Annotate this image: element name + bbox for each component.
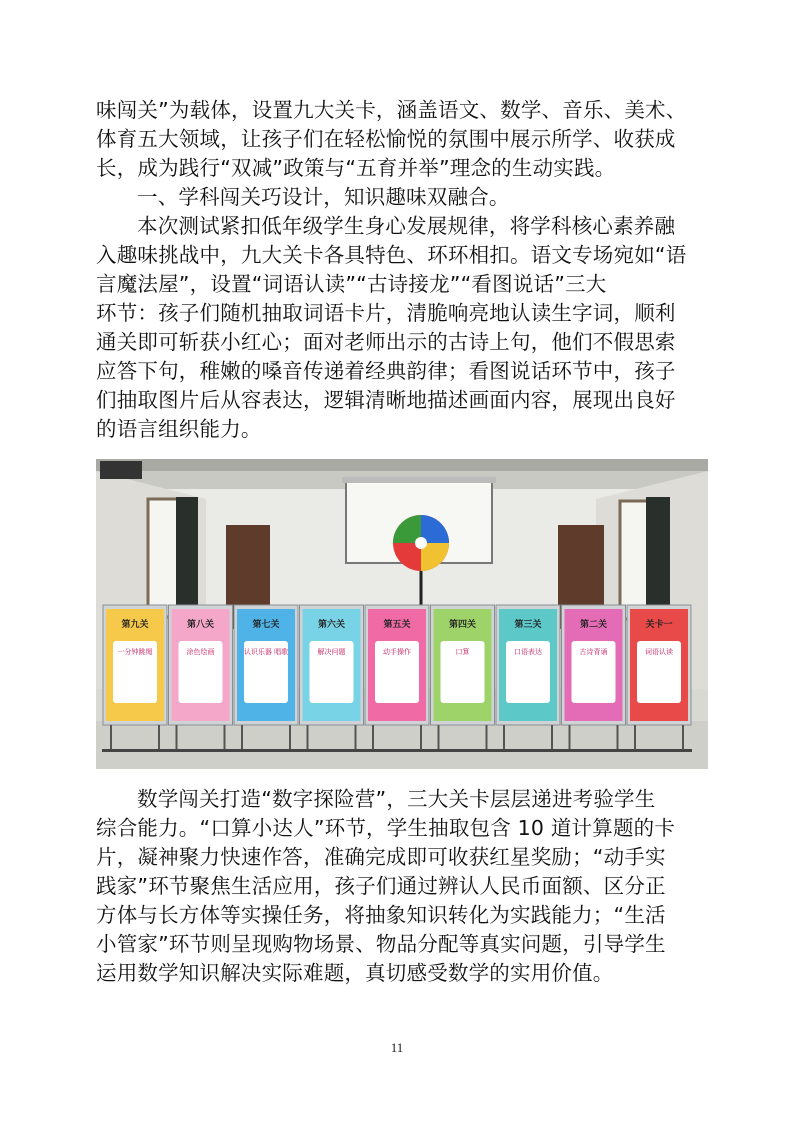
text-line: 本次测试紧扣低年级学生身心发展规律，将学科核心素养融 <box>137 214 676 238</box>
photo-illustration <box>96 459 708 769</box>
board-title: 第五关 <box>383 620 411 630</box>
text-line: 言魔法屋”，设置“词语认读”“古诗接龙”“看图说话”三大 <box>96 272 607 296</box>
text-line: 通关即可斩获小红心；面对老师出示的古诗上句，他们不假思索 <box>96 330 676 354</box>
board-title: 第四关 <box>448 620 477 630</box>
board-title: 第六关 <box>317 620 346 630</box>
board-title: 关卡一 <box>645 620 673 630</box>
board-subtitle: 解决问题 <box>317 648 346 656</box>
text-line: 入趣味挑战中，九大关卡各具特色、环环相扣。语文专场宛如“语 <box>96 243 687 267</box>
text-line: 小管家”环节则呈现购物场景、物品分配等真实问题，引导学生 <box>96 932 666 956</box>
paragraph-math-section <box>96 785 700 988</box>
board-subtitle: 动手操作 <box>383 648 411 656</box>
text-line: 践家”环节聚焦生活应用，孩子们通过辨认人民币面额、区分正 <box>96 874 666 898</box>
board-subtitle: 词语认读 <box>645 648 673 656</box>
text-line: 味闯关”为载体，设置九大关卡，涵盖语文、数学、音乐、美术、 <box>96 98 687 122</box>
board-title: 第二关 <box>579 620 608 630</box>
text-line: 数学闯关打造“数字探险营”，三大关卡层层递进考验学生 <box>137 787 656 811</box>
board-title: 第九关 <box>121 620 149 630</box>
text-line: 们抽取图片后从容表达，逻辑清晰地描述画面内容，展现出良好 <box>96 388 676 412</box>
board-title: 第七关 <box>252 620 280 630</box>
text-line: 的语言组织能力。 <box>96 417 262 441</box>
text-line: 综合能力。“口算小达人”环节，学生抽取包含 10 道计算题的卡 <box>96 816 676 840</box>
text-line: 方体与长方体等实操任务，将抽象知识转化为实践能力；“生活 <box>96 903 666 927</box>
board-subtitle: 一分钟跳绳 <box>117 648 153 656</box>
board-subtitle: 古诗背诵 <box>579 648 608 656</box>
board-subtitle: 涂色绘画 <box>186 648 215 656</box>
paragraph-intro-continued <box>96 96 700 183</box>
classroom-photo <box>96 459 708 769</box>
board-subtitle: 口算 <box>455 648 470 656</box>
board-title: 第三关 <box>514 620 542 630</box>
heading-text: 一、学科闯关巧设计，知识趣味双融合。 <box>137 185 510 209</box>
board-subtitle: 口语表达 <box>514 648 542 656</box>
board-title: 第八关 <box>186 620 215 630</box>
section-heading <box>96 183 700 212</box>
board-subtitle: 认识乐器 唱歌 <box>243 648 289 656</box>
text-line: 应答下句，稚嫩的嗓音传递着经典韵律；看图说话环节中，孩子 <box>96 359 676 383</box>
page-number: 11 <box>390 1040 404 1055</box>
text-line: 运用数学知识解决实际难题，真切感受数学的实用价值。 <box>96 961 614 985</box>
text-line: 环节：孩子们随机抽取词语卡片，清脆响亮地认读生字词，顺利 <box>96 301 676 325</box>
text-line: 片，凝神聚力快速作答，准确完成即可收获红星奖励；“动手实 <box>96 845 666 869</box>
paragraph-chinese-section <box>96 212 700 444</box>
text-line: 长，成为践行“双减”政策与“五育并举”理念的生动实践。 <box>96 156 616 180</box>
text-line: 体育五大领域，让孩子们在轻松愉悦的氛围中展示所学、收获成 <box>96 127 676 151</box>
